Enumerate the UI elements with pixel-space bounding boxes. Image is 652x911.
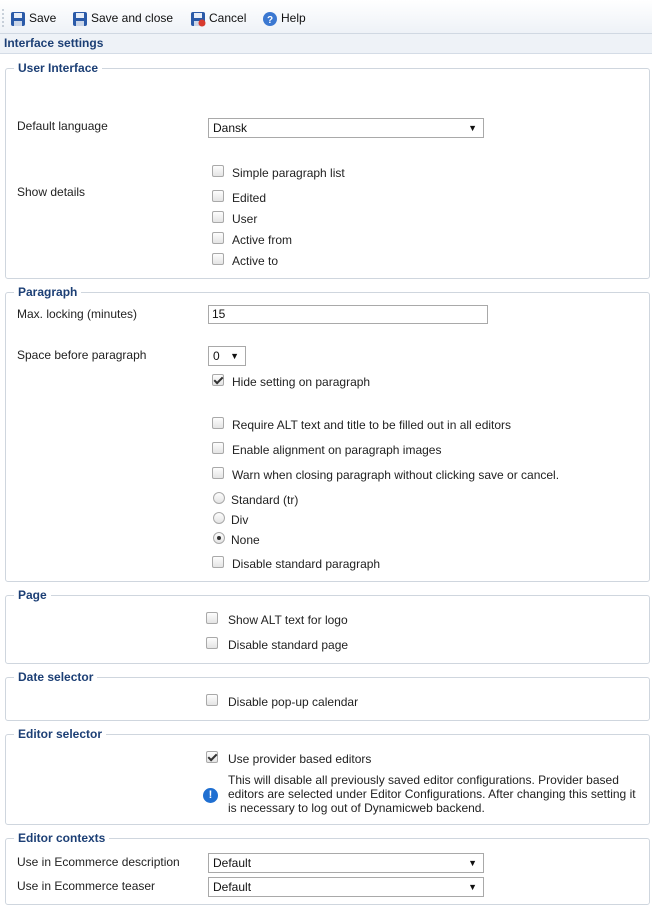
save-and-close-button[interactable] <box>72 8 173 28</box>
chevron-down-icon: ▼ <box>468 882 477 892</box>
max-locking-value: 15 <box>212 307 226 321</box>
save-label: Save <box>29 11 57 25</box>
radio-none[interactable] <box>213 532 225 544</box>
enable-alignment-checkbox[interactable] <box>212 442 224 454</box>
radio-div-label: Div <box>231 513 249 527</box>
help-button[interactable] <box>262 8 306 28</box>
radio-none-label: None <box>231 533 260 547</box>
ecom-teaser-value: Default <box>213 880 252 894</box>
disable-standard-page-checkbox[interactable] <box>206 637 218 649</box>
show-alt-logo-checkbox[interactable] <box>206 612 218 624</box>
paragraph-legend: Paragraph <box>14 285 81 299</box>
editor-contexts-legend: Editor contexts <box>14 831 109 845</box>
cancel-icon <box>190 11 206 27</box>
page-title: Interface settings <box>4 36 104 50</box>
require-alt-checkbox[interactable] <box>212 417 224 429</box>
disable-popup-calendar-label: Disable pop-up calendar <box>228 695 359 709</box>
ecom-teaser-select[interactable] <box>208 877 484 897</box>
ecom-description-label: Use in Ecommerce description <box>17 855 180 869</box>
user-checkbox[interactable] <box>212 211 224 223</box>
disable-standard-paragraph-checkbox[interactable] <box>212 556 224 568</box>
page-legend: Page <box>14 588 51 602</box>
ecom-description-value: Default <box>213 856 252 870</box>
default-language-value: Dansk <box>213 121 248 135</box>
edited-label: Edited <box>232 191 267 205</box>
space-before-select[interactable] <box>208 346 246 366</box>
edited-checkbox[interactable] <box>212 190 224 202</box>
paragraph-group <box>5 285 650 582</box>
page-group <box>5 588 650 664</box>
chevron-down-icon: ▼ <box>468 123 477 133</box>
active-to-label: Active to <box>232 254 279 268</box>
date-selector-legend: Date selector <box>14 670 97 684</box>
warn-closing-label: Warn when closing paragraph without clicking save or cancel. <box>232 468 560 482</box>
chevron-down-icon: ▼ <box>468 858 477 868</box>
space-before-label: Space before paragraph <box>17 348 147 362</box>
simple-paragraph-list-label: Simple paragraph list <box>232 166 345 180</box>
space-before-value: 0 <box>213 349 220 363</box>
use-provider-editors-checkbox[interactable] <box>206 751 218 763</box>
simple-paragraph-list-checkbox[interactable] <box>212 165 224 177</box>
toolbar <box>0 0 652 34</box>
chevron-down-icon: ▼ <box>230 351 239 361</box>
ecom-teaser-label: Use in Ecommerce teaser <box>17 879 156 893</box>
default-language-label: Default language <box>17 119 108 133</box>
editor-selector-group <box>5 727 650 825</box>
help-label: Help <box>281 11 306 25</box>
editor-selector-legend: Editor selector <box>14 727 106 741</box>
active-from-checkbox[interactable] <box>212 232 224 244</box>
default-language-select[interactable] <box>208 118 484 138</box>
user-interface-group <box>5 61 650 279</box>
user-interface-legend: User Interface <box>14 61 102 75</box>
editor-contexts-group <box>5 831 650 905</box>
require-alt-label: Require ALT text and title to be filled out in all editors <box>232 418 512 432</box>
enable-alignment-label: Enable alignment on paragraph images <box>232 443 442 457</box>
cancel-label: Cancel <box>209 11 247 25</box>
radio-standard[interactable] <box>213 492 225 504</box>
editor-info-text: This will disable all previously saved editor configurations. Provider based editors are selected under Editor Configurations. After changing this setting it is necessary to log out of Dynamicweb backend. <box>228 773 636 815</box>
toolbar-grip <box>2 8 4 28</box>
user-label: User <box>232 212 258 226</box>
max-locking-input[interactable] <box>208 305 488 324</box>
hide-setting-label: Hide setting on paragraph <box>232 375 371 389</box>
ecom-description-select[interactable] <box>208 853 484 873</box>
cancel-button[interactable] <box>190 8 246 28</box>
max-locking-label: Max. locking (minutes) <box>17 307 138 321</box>
use-provider-editors-label: Use provider based editors <box>228 752 372 766</box>
disable-standard-paragraph-label: Disable standard paragraph <box>232 557 381 571</box>
info-icon: ! <box>203 788 218 803</box>
floppy-disk-icon <box>10 11 26 27</box>
disable-popup-calendar-checkbox[interactable] <box>206 694 218 706</box>
save-and-close-label: Save and close <box>91 11 174 25</box>
show-details-label: Show details <box>17 185 86 199</box>
floppy-disk-close-icon <box>72 11 88 27</box>
disable-standard-page-label: Disable standard page <box>228 638 349 652</box>
save-button[interactable] <box>10 8 56 28</box>
radio-standard-label: Standard (tr) <box>231 493 299 507</box>
hide-setting-checkbox[interactable] <box>212 374 224 386</box>
radio-div[interactable] <box>213 512 225 524</box>
warn-closing-checkbox[interactable] <box>212 467 224 479</box>
date-selector-group <box>5 670 650 721</box>
active-from-label: Active from <box>232 233 293 247</box>
page-title-bar <box>0 34 652 54</box>
svg-text:?: ? <box>266 14 274 26</box>
active-to-checkbox[interactable] <box>212 253 224 265</box>
help-icon <box>262 11 278 27</box>
show-alt-logo-label: Show ALT text for logo <box>228 613 348 627</box>
